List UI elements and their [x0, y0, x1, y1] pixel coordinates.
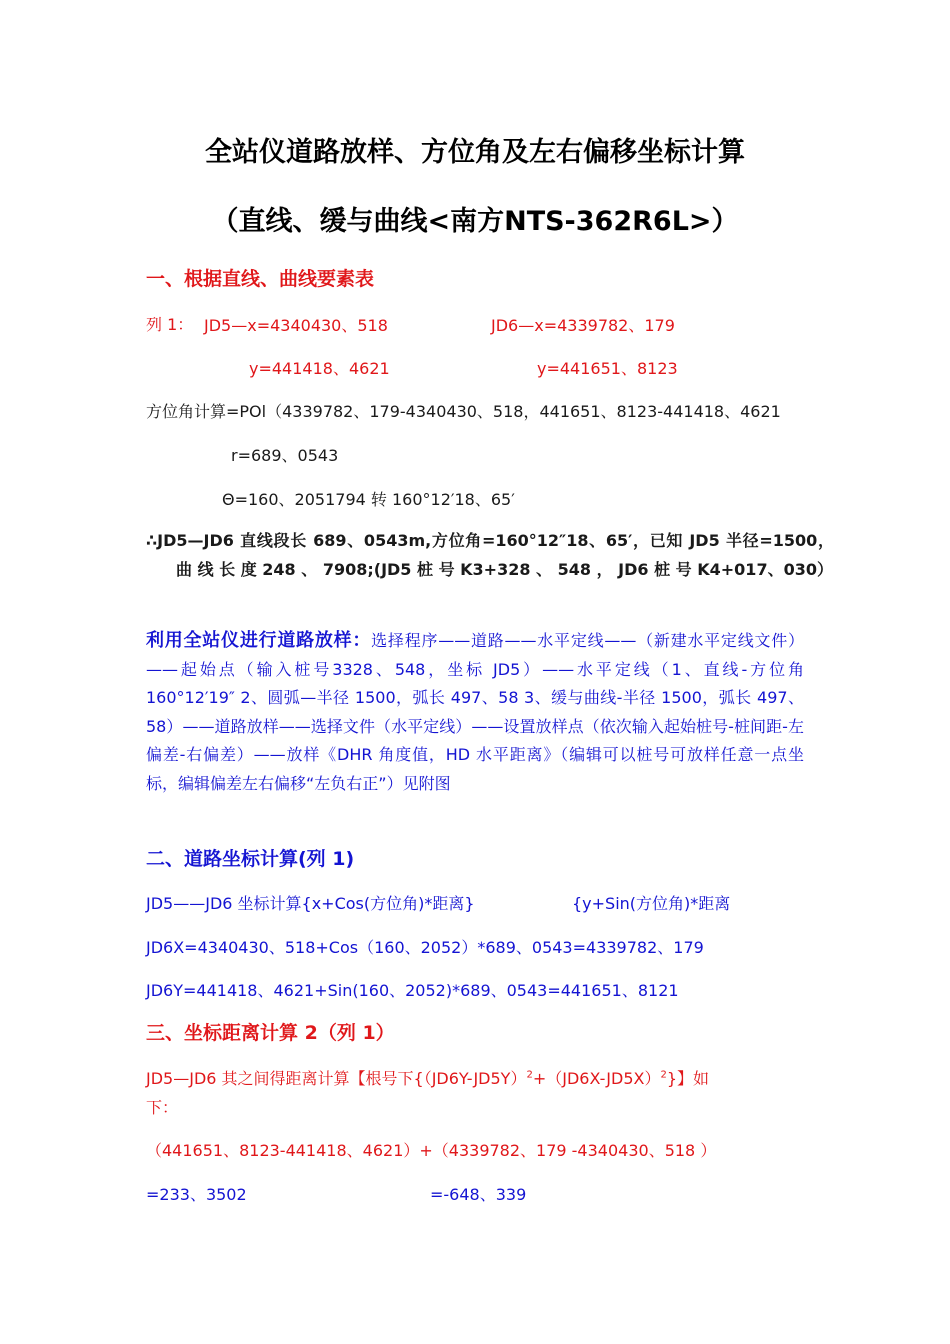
jd6y-calculation: JD6Y=441418、4621+Sin(160、2052)*689、0543=441651、8121	[146, 981, 679, 1000]
stakeout-lead: 利用全站仪进行道路放样：	[146, 630, 372, 651]
stakeout-paragraph	[146, 627, 804, 798]
distance-formula-part-1: JD5—JD6 其之间得距离计算【根号下{（JD6Y-JD5Y）	[146, 1069, 527, 1088]
jd6-x-coordinate: JD6—x=4339782、179	[491, 316, 675, 335]
section-1-heading: 一、根据直线、曲线要素表	[146, 268, 375, 290]
superscript-2: 2	[526, 1069, 533, 1081]
azimuth-calculation: 方位角计算=POl（4339782、179-4340430、518，441651、8123-441418、4621	[146, 402, 781, 421]
example-label: 列 1：	[146, 315, 194, 334]
distance-result: r=689、0543	[231, 446, 339, 465]
document-title: 全站仪道路放样、方位角及左右偏移坐标计算	[205, 137, 745, 168]
stakeout-body: 选择程序——道路——水平定线——（新建水平定线文件）——起始点（输入桩号3328、548，坐标 JD5）——水平定线（1、直线-方位角 160°12′19″ 2、圆弧—半径 1500，弧长 497、58 3、缓与曲线-半径 1500，弧长 497、58）——道路放样——选择文件（水平定线）——设置放样点（依次输入起始桩号-桩间距-左偏差-右偏差）——放样《DHR 角度值，HD 水平距离》（编辑可以桩号可放样任意一点坐标，编辑偏差左右偏移“左负右正”）见附图	[146, 631, 804, 793]
section-3-heading: 三、坐标距离计算 2（列 1）	[146, 1022, 395, 1044]
delta-x-result: =-648、339	[430, 1185, 527, 1204]
coordinate-formula-x: JD5——JD6 坐标计算{x+Cos(方位角)*距离}	[146, 894, 475, 913]
coordinate-formula-y: {y+Sin(方位角)*距离	[572, 894, 731, 913]
jd6x-calculation: JD6X=4340430、518+Cos（160、2052）*689、0543=4339782、179	[146, 938, 704, 957]
distance-formula-part-2: +（JD6X-JD5X）	[532, 1069, 661, 1088]
conclusion-paragraph: ∴JD5—JD6 直线段长 689、0543m,方位角=160°12″18、65′，已知 JD5 半径=1500， 曲 线 长 度 248 、 7908;(JD5 桩 号 K3+328 、 548 ， JD6 桩 号 K4+017、030）	[146, 531, 834, 579]
delta-y-result: =233、3502	[146, 1185, 247, 1204]
distance-formula-line	[146, 1066, 709, 1089]
azimuth-result: Θ=160、2051794 转 160°12′18、65′	[222, 490, 515, 509]
distance-formula-continuation: 下：	[146, 1098, 179, 1117]
superscript-2: 2	[660, 1069, 667, 1081]
jd6-y-coordinate: y=441651、8123	[537, 359, 678, 378]
document-subtitle: （直线、缓与曲线<南方NTS-362R6L>）	[211, 206, 739, 237]
difference-expression: （441651、8123-441418、4621）+（4339782、179 -4340430、518 ）	[146, 1141, 717, 1160]
distance-formula-part-3: }】如	[666, 1069, 710, 1088]
section-2-heading: 二、道路坐标计算(列 1)	[146, 848, 355, 870]
jd5-x-coordinate: JD5—x=4340430、518	[204, 316, 388, 335]
jd5-y-coordinate: y=441418、4621	[249, 359, 390, 378]
